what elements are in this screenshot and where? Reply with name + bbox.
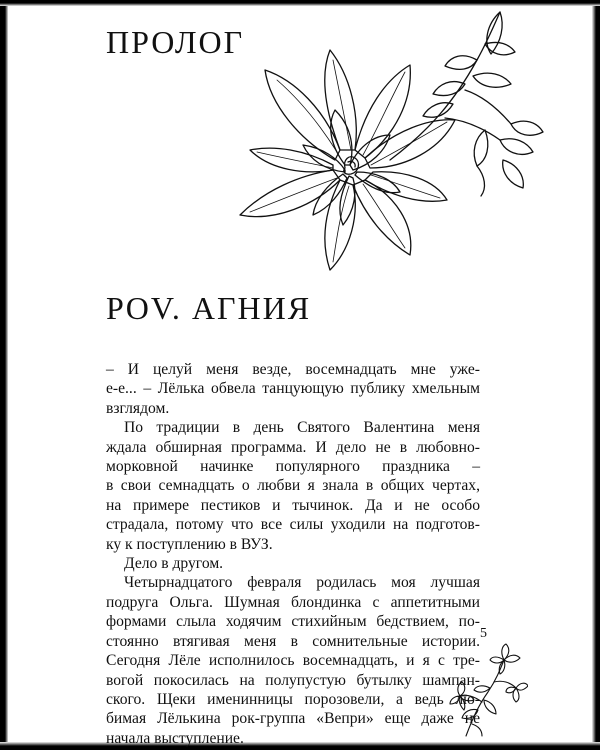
body-line: на примере пестиков и тычинок. Да и не особо bbox=[106, 496, 480, 514]
body-line: начала выступление. bbox=[106, 729, 244, 747]
page-edge-left bbox=[0, 0, 8, 750]
body-line: вогой покосилась на полупустую бутылку шампан- bbox=[106, 671, 480, 689]
body-line: ждала обширная программа. И дело не в любовно- bbox=[106, 438, 480, 456]
body-line: ку к поступлению в ВУЗ. bbox=[106, 535, 273, 553]
page-number: 5 bbox=[480, 626, 487, 641]
body-line: ского. Щеки именинницы порозовели, а ведь лю- bbox=[106, 690, 480, 708]
flower-branch-icon bbox=[215, 0, 545, 285]
body-line: взглядом. bbox=[106, 399, 170, 417]
body-line: страдала, потому что все силы уходили на подготов- bbox=[106, 516, 480, 534]
body-line: стоянно втягивая меня в сомнительные истории. bbox=[106, 632, 480, 650]
body-line: морковной начинке популярного праздника – bbox=[106, 458, 480, 476]
body-line: Четырнадцатого февраля родилась моя лучшая bbox=[124, 574, 480, 592]
body-line: Дело в другом. bbox=[124, 555, 224, 573]
small-flower-sprig-icon bbox=[448, 640, 528, 740]
body-line: – И целуй меня везде, восемнадцать мне уже- bbox=[106, 361, 480, 378]
chapter-title: ПРОЛОГ bbox=[106, 24, 245, 60]
body-text bbox=[106, 360, 480, 748]
body-line: Сегодня Лёле исполнилось восемнадцать, и я с тре- bbox=[106, 652, 480, 670]
page-edge-right bbox=[592, 0, 600, 750]
body-line: По традиции в день Святого Валентина меня bbox=[124, 419, 480, 437]
body-line: подруга Ольга. Шумная блондинка с аппетитными bbox=[106, 593, 480, 611]
body-line: в свои семнадцать о любви я знала в общих чертах, bbox=[106, 477, 480, 495]
section-title: POV. АГНИЯ bbox=[106, 290, 312, 326]
body-line: формами слыла ходячим стихийным бедствием, по- bbox=[106, 613, 480, 631]
body-line: е-е... – Лёлька обвела танцующую публику хмельным bbox=[106, 380, 480, 398]
body-line: бимая Лёлькина рок-группа «Вепри» еще даже не bbox=[106, 710, 480, 728]
